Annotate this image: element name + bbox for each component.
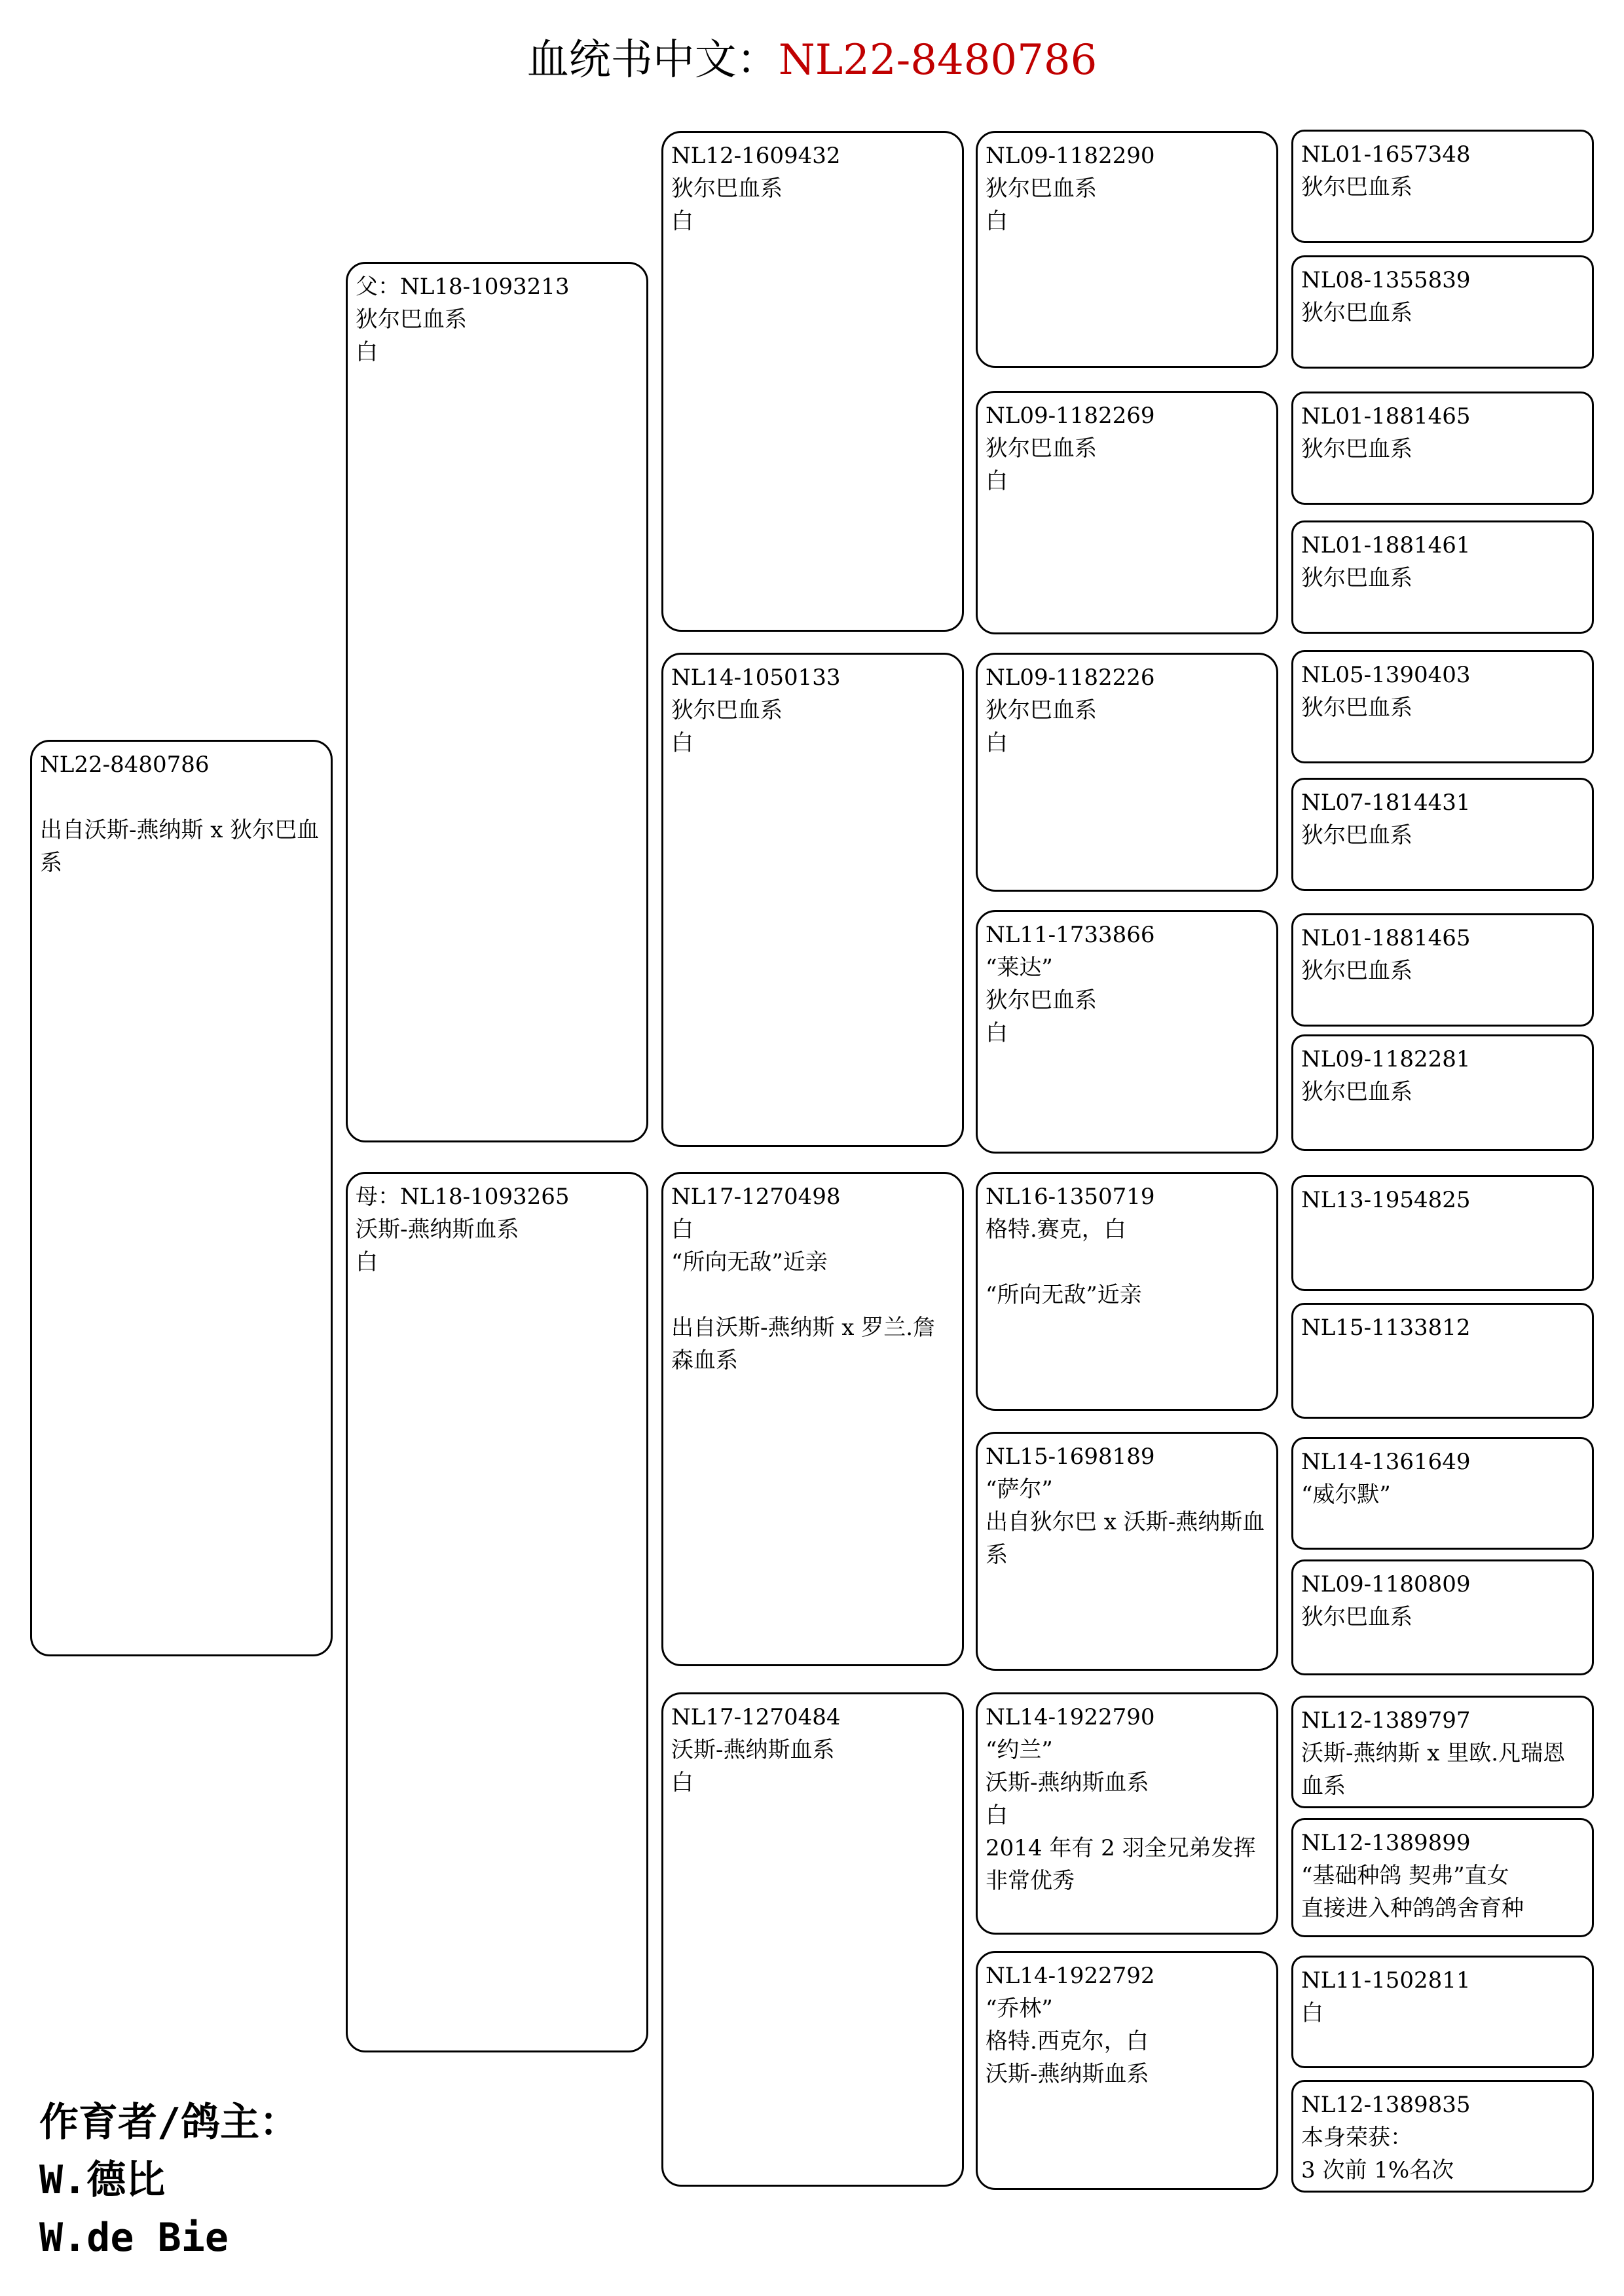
gg-grandparent-ring: NL05-1390403: [1301, 662, 1471, 688]
great-grandparent-ring: NL16-1350719: [986, 1184, 1155, 1210]
gg-grandparent-text: 白: [1301, 2000, 1323, 2026]
great-grandparent-text: “约兰” 沃斯-燕纳斯血系 白 2014 年有 2 羽全兄弟发挥非常优秀: [986, 1737, 1256, 1894]
breeder-name-latin: W.de Bie: [39, 2215, 229, 2261]
title-prefix: 血统书中文：: [526, 36, 779, 84]
grandparent-ring: NL14-1050133: [671, 665, 841, 691]
gg-grandparent-text: 狄尔巴血系: [1301, 958, 1412, 984]
great-grandparent-ring: NL14-1922790: [986, 1704, 1155, 1730]
great-grandparent-box: [976, 1951, 1278, 2190]
grandparent-ring: NL12-1609432: [671, 143, 841, 169]
gg-grandparent-ring: NL01-1657348: [1301, 141, 1471, 168]
great-grandparent-text: 格特.赛克，白 “所向无敌”近亲: [986, 1216, 1142, 1308]
gg-grandparent-text: 狄尔巴血系: [1301, 695, 1412, 721]
gg-grandparent-text: 狄尔巴血系: [1301, 1079, 1412, 1105]
gg-grandparent-box: [1291, 650, 1594, 763]
gg-grandparent-box: [1291, 1175, 1594, 1291]
great-grandparent-text: 狄尔巴血系 白: [986, 435, 1097, 494]
grandparent-text: 狄尔巴血系 白: [671, 697, 783, 756]
breeder-name-cn: W.德比: [39, 2157, 166, 2203]
great-grandparent-text: “莱达” 狄尔巴血系 白: [986, 955, 1097, 1046]
gg-grandparent-text: “威尔默”: [1301, 1482, 1391, 1508]
gg-grandparent-text: “基础种鸽 契弗”直女 直接进入种鸽鸽舍育种: [1301, 1863, 1524, 1922]
grandparent-box: [661, 653, 964, 1147]
grandparent-text: 沃斯-燕纳斯血系 白: [671, 1737, 835, 1796]
great-grandparent-ring: NL14-1922792: [986, 1963, 1155, 1989]
subject-text: 出自沃斯-燕纳斯 x 狄尔巴血系: [40, 817, 320, 876]
great-grandparent-ring: NL09-1182226: [986, 665, 1155, 691]
breeder-label: 作育者/鸽主：: [39, 2100, 299, 2145]
father-ring: 父：NL18-1093213: [356, 274, 570, 300]
mother-text: 沃斯-燕纳斯血系 白: [356, 1216, 519, 1275]
gg-grandparent-box: [1291, 778, 1594, 891]
mother-ring: 母：NL18-1093265: [356, 1184, 570, 1210]
gg-grandparent-box: [1291, 1559, 1594, 1675]
great-grandparent-text: 狄尔巴血系 白: [986, 175, 1097, 234]
grandparent-box: [661, 131, 964, 632]
grandparent-ring: NL17-1270498: [671, 1184, 841, 1210]
gg-grandparent-ring: NL14-1361649: [1301, 1449, 1471, 1475]
father-text: 狄尔巴血系 白: [356, 306, 467, 365]
gg-grandparent-text: 狄尔巴血系: [1301, 1604, 1412, 1630]
gg-grandparent-box: [1291, 1303, 1594, 1419]
gg-grandparent-text: 狄尔巴血系: [1301, 436, 1412, 462]
gg-grandparent-ring: NL15-1133812: [1301, 1315, 1471, 1341]
gg-grandparent-ring: NL01-1881461: [1301, 532, 1471, 558]
great-grandparent-box: [976, 910, 1278, 1154]
great-grandparent-text: “乔林” 格特.西克尔，白 沃斯-燕纳斯血系: [986, 1995, 1149, 2087]
gg-grandparent-ring: NL12-1389899: [1301, 1830, 1471, 1856]
gg-grandparent-text: 沃斯-燕纳斯 x 里欧.凡瑞恩血系: [1301, 1740, 1566, 1799]
gg-grandparent-ring: NL01-1881465: [1301, 925, 1471, 951]
father-box: [346, 262, 648, 1142]
subject-ring: NL22-8480786: [40, 752, 210, 778]
title-ring-number: NL22-8480786: [778, 36, 1098, 84]
gg-grandparent-box: [1291, 520, 1594, 634]
gg-grandparent-text: 狄尔巴血系: [1301, 300, 1412, 326]
great-grandparent-box: [976, 131, 1278, 368]
gg-grandparent-text: 狄尔巴血系: [1301, 822, 1412, 848]
gg-grandparent-box: [1291, 1034, 1594, 1151]
grandparent-box: [661, 1172, 964, 1666]
great-grandparent-text: 狄尔巴血系 白: [986, 697, 1097, 756]
great-grandparent-ring: NL15-1698189: [986, 1444, 1155, 1470]
gg-grandparent-text: 狄尔巴血系: [1301, 565, 1412, 591]
gg-grandparent-ring: NL07-1814431: [1301, 790, 1471, 816]
grandparent-text: 白 “所向无敌”近亲 出自沃斯-燕纳斯 x 罗兰.詹森血系: [671, 1216, 936, 1374]
gg-grandparent-box: [1291, 1437, 1594, 1550]
great-grandparent-box: [976, 653, 1278, 892]
grandparent-text: 狄尔巴血系 白: [671, 175, 783, 234]
gg-grandparent-ring: NL12-1389835: [1301, 2092, 1471, 2118]
gg-grandparent-box: [1291, 913, 1594, 1027]
gg-grandparent-ring: NL09-1180809: [1301, 1571, 1471, 1597]
gg-grandparent-box: [1291, 255, 1594, 369]
page-title: [0, 34, 1624, 86]
gg-grandparent-ring: NL11-1502811: [1301, 1967, 1471, 1994]
great-grandparent-box: [976, 1172, 1278, 1411]
great-grandparent-box: [976, 1432, 1278, 1671]
gg-grandparent-ring: NL08-1355839: [1301, 267, 1471, 293]
gg-grandparent-box: [1291, 1818, 1594, 1937]
mother-box: [346, 1172, 648, 2052]
great-grandparent-ring: NL09-1182269: [986, 403, 1155, 429]
gg-grandparent-text: 狄尔巴血系: [1301, 174, 1412, 200]
gg-grandparent-ring: NL12-1389797: [1301, 1707, 1471, 1734]
gg-grandparent-box: [1291, 1956, 1594, 2068]
great-grandparent-box: [976, 1692, 1278, 1935]
gg-grandparent-box: [1291, 130, 1594, 243]
great-grandparent-ring: NL09-1182290: [986, 143, 1155, 169]
gg-grandparent-box: [1291, 2080, 1594, 2193]
great-grandparent-text: “萨尔” 出自狄尔巴 x 沃斯-燕纳斯血系: [986, 1476, 1265, 1568]
gg-grandparent-ring: NL09-1182281: [1301, 1046, 1471, 1072]
gg-grandparent-box: [1291, 1696, 1594, 1808]
subject-box: [30, 740, 333, 1656]
gg-grandparent-ring: NL01-1881465: [1301, 403, 1471, 429]
grandparent-ring: NL17-1270484: [671, 1704, 841, 1730]
gg-grandparent-ring: NL13-1954825: [1301, 1187, 1471, 1213]
great-grandparent-box: [976, 391, 1278, 634]
gg-grandparent-text: 本身荣获： 3 次前 1%名次: [1301, 2124, 1454, 2183]
gg-grandparent-box: [1291, 392, 1594, 505]
great-grandparent-ring: NL11-1733866: [986, 922, 1155, 948]
grandparent-box: [661, 1692, 964, 2187]
